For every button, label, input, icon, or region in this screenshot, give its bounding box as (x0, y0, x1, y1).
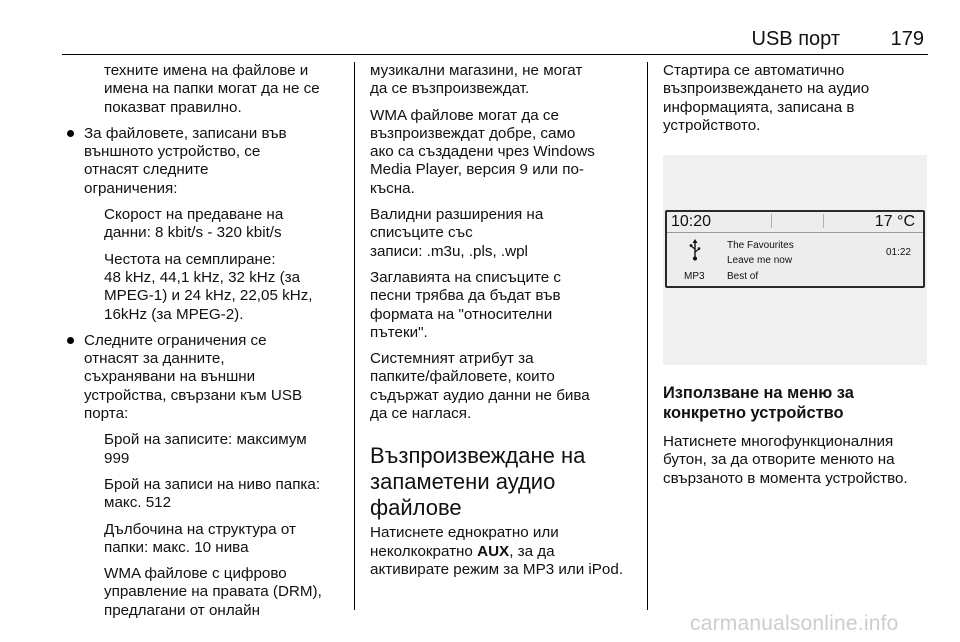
aux-button-label: AUX (477, 542, 510, 560)
paragraph-track-count: Брой на записите: максимум 999 (104, 431, 307, 467)
watermark-text: carmanualsonline.info (690, 612, 899, 635)
infotainment-display (665, 210, 925, 288)
paragraph-folder-depth: Дълбочина на структура от папки: макс. 10 нива (104, 520, 296, 556)
paragraph-drm-continued: музикални магазини, не могат да се възпроизвеждат. (370, 62, 583, 98)
display-track-item: The Favourites (727, 240, 794, 252)
display-divider (823, 214, 824, 228)
section-heading-device-menu: Използване на меню за конкретно устройство (663, 384, 854, 423)
display-clock: 10:20 (671, 213, 712, 231)
column-divider (354, 62, 355, 610)
bullet-item-device-limits: Следните ограничения се отнасят за данните, съхранявани на външни устройства, свързани към USB порта: (84, 332, 342, 423)
display-track-item: Leave me now (727, 255, 793, 267)
bullet-item-file-limits: За файловете, записани във външното устройство, се отнасят следните ограничения: (84, 125, 342, 198)
paragraph-sampling: Честота на семплиране: 48 kHz, 44,1 kHz, 32 kHz (за MPEG-1) и 24 kHz, 22,05 kHz, 16kHz (за MPEG-2). (104, 250, 313, 323)
display-duration: 01:22 (885, 247, 911, 259)
paragraph-continuation: техните имена на файлове и имена на папки могат да не се показват правилно. (104, 62, 320, 116)
column-2 (370, 62, 634, 587)
display-track-item: Best of (727, 271, 759, 283)
paragraph-drm: WMA файлове с цифрово управление на правата (DRM), предлагани от онлайн (104, 565, 322, 619)
usb-icon (689, 239, 701, 261)
paragraph-multifunction: Натиснете многофункционалния бутон, за да отворите менюто на свързаното в момента устройство. (663, 433, 908, 487)
display-source: MP3 (684, 271, 705, 283)
page-number: 179 (890, 28, 924, 50)
column-1 (84, 62, 342, 620)
paragraph-folder-count: Брой на записи на ниво папка: макс. 512 (104, 475, 321, 512)
paragraph-bitrate: Скорост на предаване на данни: 8 kbit/s - 320 kbit/s (104, 206, 284, 242)
header-title: USB порт (751, 28, 840, 50)
column-divider (647, 62, 648, 610)
display-separator (667, 232, 923, 233)
display-temperature: 17 °C (874, 213, 915, 231)
paragraph-aux: Натиснете еднократно или неколкократно AUX, за да активирате режим за MP3 или iPod. (370, 524, 624, 578)
paragraph-wma: WMA файлове могат да се възпроизвеждат добре, само ако са създадени чрез Windows Media Player, версия 9 или по- късна. (370, 106, 595, 197)
paragraph-autostart: Стартира се автоматично възпроизвеждането на аудио информацията, записана в устройството. (663, 62, 870, 134)
display-screenshot (663, 155, 927, 365)
paragraph-playlist-ext: Валидни разширения на списъците със записи: .m3u, .pls, .wpl (370, 206, 544, 260)
paragraph-system-attribute: Системният атрибут за папките/файловете, които съдържат аудио данни не бива да се наглася. (370, 350, 590, 423)
section-heading-playback: Възпроизвеждане на запаметени аудио файлове (370, 443, 586, 521)
page-header (62, 28, 928, 55)
display-divider (771, 214, 772, 228)
paragraph-playlist-paths: Заглавията на списъците с песни трябва да бъдат във формата на "относителни пътеки". (370, 268, 562, 341)
column-3 (663, 62, 929, 496)
